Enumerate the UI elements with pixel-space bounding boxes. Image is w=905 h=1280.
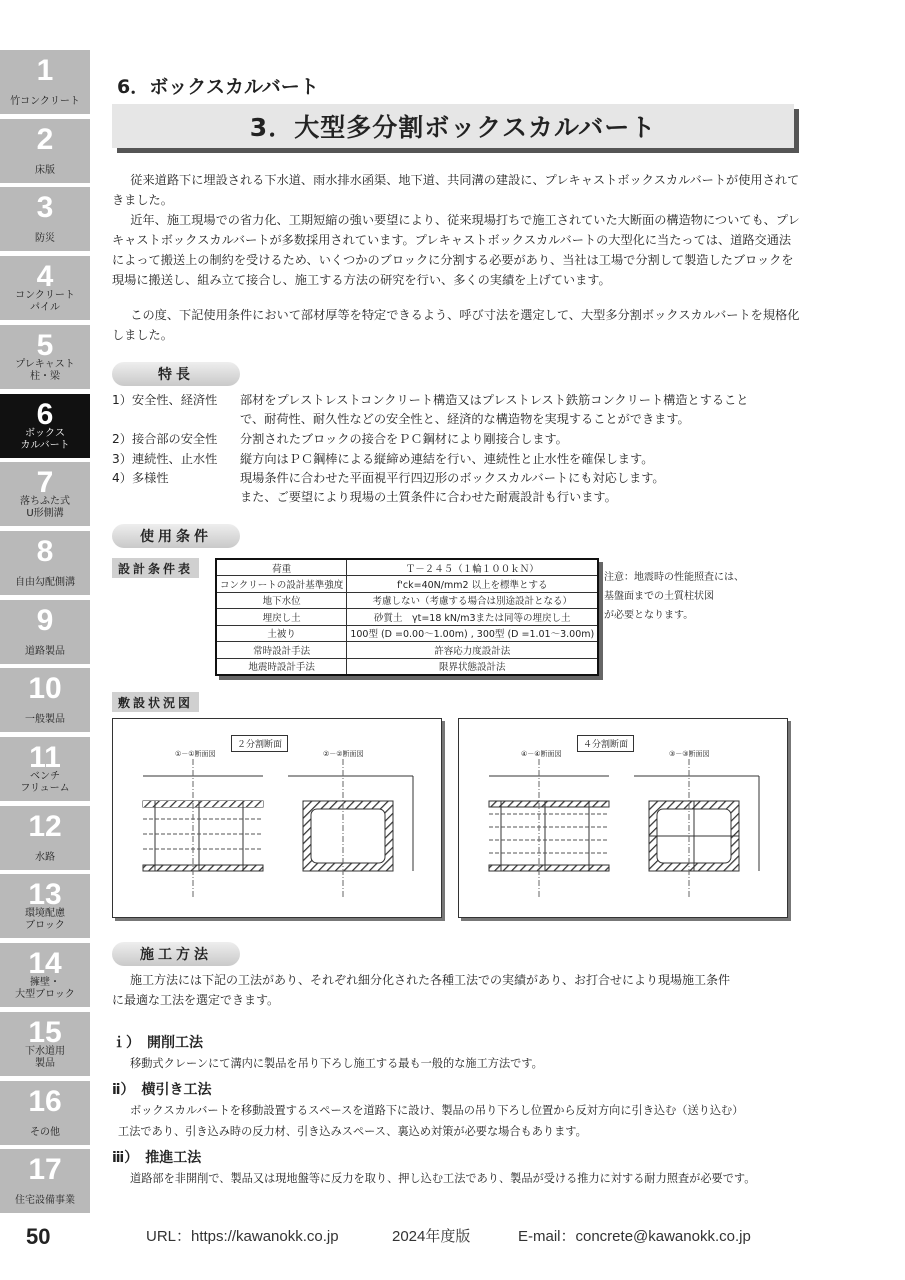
sidebar-tab-2[interactable]	[0, 119, 90, 183]
sidebar-tab-label: 床版	[35, 164, 55, 176]
footer-edition: 2024年度版	[392, 1228, 471, 1245]
four-split-view1-label: ④－④断面図	[521, 750, 562, 758]
construction-heading: 施工方法	[112, 942, 240, 966]
sidebar-tab-3[interactable]	[0, 187, 90, 251]
sidebar-tab-number: 7	[36, 466, 54, 500]
condition-label: 常時設計手法	[216, 642, 347, 659]
four-split-view2-label: ③－③断面図	[669, 750, 710, 758]
condition-value: f'ck=40N/mm2 以上を標準とする	[347, 576, 598, 593]
feature-text: また、ご要望により現場の土質条件に合わせた耐震設計も行います。	[240, 490, 617, 504]
sidebar-tab-number: 6	[36, 397, 54, 431]
sidebar-tab-label: プレキャスト 柱・梁	[15, 358, 75, 382]
condition-label: 土被り	[216, 625, 347, 642]
sidebar-tab-4[interactable]	[0, 256, 90, 320]
sidebar-tab-number: 4	[36, 260, 54, 294]
sidebar-tab-number: 17	[28, 1153, 62, 1187]
four-split-title: ４分割断面	[577, 735, 634, 752]
condition-value: 考慮しない（考慮する場合は別途設計となる）	[347, 592, 598, 609]
footer-url[interactable]: URL：https://kawanokk.co.jp	[146, 1228, 339, 1245]
sidebar-tab-number: 2	[36, 122, 54, 156]
sidebar-tab-label: 防災	[35, 233, 55, 245]
feature-text: 現場条件に合わせた平面視平行四辺形のボックスカルバートにも対応します。	[240, 471, 665, 485]
sidebar-tab-label: 自由勾配側溝	[15, 576, 75, 588]
sidebar-tab-number: 11	[29, 741, 61, 774]
sidebar-tab-number: 5	[36, 328, 54, 362]
condition-value: 100型 (D =0.00～1.00m) , 300型 (D =1.01～3.00m)	[347, 625, 598, 642]
condition-value: 砂質土 γt=18 kN/m3または同等の埋戻し土	[347, 609, 598, 626]
construction-intro	[112, 970, 802, 1010]
intro-paragraph-3: この度、下記使用条件において部材厚等を特定できるよう、呼び寸法を選定して、大型多分割ボックスカルバートを規格化しました。	[112, 308, 800, 342]
table-row	[216, 592, 598, 609]
sidebar-tab-label: ボックス カルバート	[20, 427, 70, 451]
feature-text: 分割されたブロックの接合をＰＣ鋼材により剛接合します。	[240, 432, 568, 446]
intro-paragraph-1: 従来道路下に埋設される下水道、雨水排水函渠、地下道、共同溝の建設に、プレキャストボックスカルバートが使用されてきました。	[112, 173, 800, 207]
sidebar-tab-number: 1	[36, 54, 54, 87]
sidebar-tab-number: 9	[36, 603, 54, 637]
table-row	[216, 559, 598, 576]
two-split-view1-label: ①－①断面図	[175, 750, 216, 758]
note-line: が必要となります。	[604, 610, 694, 621]
two-split-view2-label: ②－②断面図	[323, 750, 364, 758]
sidebar-tab-5[interactable]	[0, 325, 90, 389]
sidebar-tab-10[interactable]	[0, 668, 90, 732]
method-description: 道路部を非開削で、製品又は現地盤等に反力を取り、押し込む工法であり、製品が受ける推力に対する耐力照査が必要です。	[130, 1172, 756, 1185]
sidebar-tab-9[interactable]	[0, 600, 90, 664]
sidebar-tab-number: 8	[36, 534, 54, 568]
sidebar-tab-8[interactable]	[0, 531, 90, 595]
condition-label: 地震時設計手法	[216, 658, 347, 675]
intro-paragraph-2: 近年、施工現場での省力化、工期短縮の強い要望により、従来現場打ちで施工されていた大断面の構造物についても、プレキャストボックスカルバートが多数採用されています。プレキャストボックスカルバートの大型化に当たっては、道路交通法によって搬送上の制約を受けるため、いくつかのブロックに分割する必要があり、当社は工場で分割して製造したブロックを現場に搬送し、組み立て接合し、施工する方法の研究を行い、多くの実績を上げています。	[112, 213, 800, 287]
feature-key: 1）安全性、経済性	[112, 393, 218, 407]
design-conditions-table	[215, 558, 599, 676]
page-title: 3．大型多分割ボックスカルバート	[249, 113, 657, 142]
features-heading: 特長	[112, 362, 240, 386]
layout-diagram-heading: 敷設状況図	[112, 692, 199, 712]
sidebar-tab-label: 落ちふた式 U形側溝	[20, 496, 70, 520]
condition-label: 地下水位	[216, 592, 347, 609]
method-description: 工法であり、引き込み時の反力材、引き込みスペース、裏込め対策が必要な場合もあります。	[118, 1125, 587, 1138]
conditions-heading: 使用条件	[112, 524, 240, 548]
sidebar-tab-label: 水路	[35, 851, 55, 863]
sidebar-tab-number: 14	[28, 947, 62, 981]
page-number: 50	[26, 1224, 51, 1249]
table-row	[216, 625, 598, 642]
sidebar-tab-number: 13	[28, 878, 62, 912]
feature-key: 4）多様性	[112, 471, 169, 485]
table-row	[216, 642, 598, 659]
feature-text: 縦方向はＰＣ鋼棒による縦締め連結を行い、連続性と止水性を確保します。	[240, 451, 654, 466]
sidebar-tab-label: 一般製品	[25, 714, 65, 726]
condition-label: 埋戻し土	[216, 609, 347, 626]
condition-label: コンクリートの設計基準強度	[216, 576, 347, 593]
two-split-diagram	[112, 718, 442, 918]
seismic-note	[604, 568, 744, 625]
sidebar-tab-number: 15	[28, 1015, 62, 1049]
page-title-box	[112, 104, 794, 148]
table-row	[216, 576, 598, 593]
sidebar-tab-number: 16	[28, 1084, 62, 1118]
method-title: ｉ） 開削工法	[112, 1035, 203, 1051]
condition-value: 限界状態設計法	[347, 658, 598, 675]
sidebar-tab-label: 竹コンクリート	[10, 96, 80, 107]
condition-value: 許容応力度設計法	[347, 642, 598, 659]
construction-intro-line: に最適な工法を選定できます。	[112, 993, 280, 1007]
method-description: 移動式クレーンにて溝内に製品を吊り下ろし施工する最も一般的な施工方法です。	[130, 1057, 543, 1070]
sidebar-tab-label: 道路製品	[25, 645, 65, 657]
construction-intro-line: 施工方法には下記の工法があり、それぞれ細分化された各種工法での実績があり、お打合せにより現場施工条件	[130, 973, 731, 987]
sidebar-tab-15[interactable]	[0, 1012, 90, 1076]
sidebar-tab-6[interactable]	[0, 394, 90, 458]
sidebar-tab-11[interactable]	[0, 737, 90, 801]
sidebar-tab-7[interactable]	[0, 462, 90, 526]
feature-key: 3）連続性、止水性	[112, 451, 218, 466]
feature-text: 部材をプレストレストコンクリート構造又はプレストレスト鉄筋コンクリート構造とすること	[240, 393, 749, 407]
sidebar-tab-13[interactable]	[0, 874, 90, 938]
sidebar-tab-label: 擁壁・ 大型ブロック	[15, 977, 75, 1001]
sidebar-tab-label: コンクリート パイル	[15, 290, 75, 314]
footer-email[interactable]: E-mail：concrete@kawanokk.co.jp	[518, 1228, 751, 1245]
sidebar-tab-1[interactable]	[0, 50, 90, 114]
sidebar-tab-label: 下水道用 製品	[25, 1045, 65, 1069]
section-title: 6．ボックスカルバート	[117, 76, 319, 98]
sidebar-tab-label: 環境配慮 ブロック	[25, 908, 65, 932]
sidebar-tab-12[interactable]	[0, 806, 90, 870]
feature-key: 2）接合部の安全性	[112, 432, 218, 446]
method-description: ボックスカルバートを移動設置するスペースを道路下に設け、製品の吊り下ろし位置から反対方向に引き込む（送り込む）	[130, 1104, 744, 1117]
condition-value: Ｔ－２４５（１輪１００ｋＮ）	[347, 559, 598, 576]
four-split-diagram	[458, 718, 788, 918]
sidebar-tab-14[interactable]	[0, 943, 90, 1007]
sidebar-tab-number: 3	[36, 191, 54, 225]
sidebar-tab-label: その他	[30, 1126, 60, 1138]
sidebar-tab-label: 住宅設備事業	[15, 1195, 75, 1207]
feature-text: で、耐荷性、耐久性などの安全性と、経済的な構造物を実現することができます。	[240, 412, 690, 426]
design-table-title: 設計条件表	[112, 558, 199, 578]
note-line: 基盤面までの土質柱状図	[604, 591, 714, 602]
note-line: 注意：地震時の性能照査には、	[604, 572, 744, 583]
condition-label: 荷重	[216, 559, 347, 576]
two-split-title: ２分割断面	[231, 735, 288, 752]
sidebar-tab-16[interactable]	[0, 1081, 90, 1145]
sidebar-tab-number: 12	[28, 809, 62, 843]
sidebar-tab-label: ベンチ フリューム	[20, 771, 70, 794]
table-row	[216, 609, 598, 626]
sidebar-tab-number: 10	[28, 672, 62, 706]
method-title: ⅲ） 推進工法	[112, 1150, 202, 1166]
table-row	[216, 658, 598, 675]
method-title: ⅱ） 横引き工法	[112, 1082, 212, 1098]
sidebar-tab-17[interactable]	[0, 1149, 90, 1213]
